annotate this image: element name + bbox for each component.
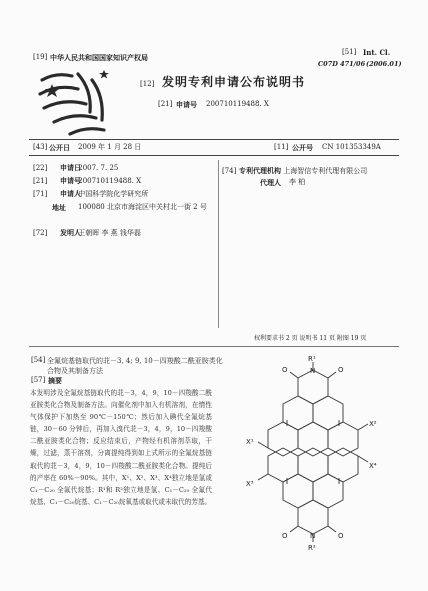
- pub-date: 2009 年 1 月 28 日: [78, 143, 142, 151]
- header-app-code: [21]: [158, 100, 173, 108]
- header-app-number: 200710119488. X: [206, 100, 269, 108]
- agency: 上海智信专利代理有限公司: [283, 167, 368, 175]
- filing-date-field: [22] 申请日 2007. 7. 25: [33, 163, 119, 172]
- abstract-code: [57]: [31, 376, 46, 384]
- pub-number: CN 101353349A: [322, 143, 381, 151]
- application-number-field: [21] 申请号 200710119488. X: [33, 176, 142, 185]
- abstract-body: 本发明涉及全氟烷基链取代的苝－3，4，9，10－四羧酸二酰亚胺类化合物及制备方法。向催化剂中加入有机溶剂，在惰性气体保护下加热至 90℃－150℃；然后加入碘代全氟烷基链，30－60 分钟后，再加入溴代苝－3，4，9，10－四羧酸二酰亚胺类化合物；反应结束后，产物经有机溶剂萃取，干燥，过滤，蒸干溶剂，分离提纯得到如上式所示的全氟烷基链取代的苝－3，4，9，10－四羧酸二酰亚胺类化合物。提纯后的产率在 60%－90%。其中，X¹、X²、X³、X⁴独立地是氢或 C₁－C₂₀ 全氟代烷基；R¹和 R²独立地是氢、C₁－C₂₀ 全氟代烷基、C₁－C₂₀烷基、C₁－C₂₀烷氧基或取代或未取代的芳基。: [30, 389, 212, 506]
- inventors: 王朝晖 李 燕 钱华磊: [78, 229, 141, 237]
- intl-class-date: (2006.01): [366, 60, 402, 68]
- structure-x2-label: X²: [369, 420, 377, 428]
- office-code: [19]: [33, 53, 48, 61]
- structure-n-bottom: N: [310, 532, 316, 540]
- pub-date-label: 公开日: [49, 143, 70, 152]
- intl-class-code: [51]: [342, 48, 357, 56]
- address: 100080 北京市海淀区中关村北一街 2 号: [78, 203, 207, 211]
- applicant-field: [71] 申请人 中国科学院化学研究所: [33, 189, 149, 198]
- structure-o2: O: [338, 366, 344, 374]
- filing-date: 2007. 7. 25: [78, 164, 119, 172]
- pub-type-title: 发明专利申请公布说明书: [162, 75, 306, 89]
- address-label: 地址: [52, 203, 66, 212]
- pub-date-code: [43]: [33, 143, 48, 151]
- header-app-label: 申请号: [176, 100, 197, 109]
- pub-number-label: 公开号: [292, 143, 313, 152]
- structure-o4: O: [338, 532, 344, 540]
- intl-class-label: Int. Cl.: [363, 48, 391, 57]
- agent-label: 代理人: [260, 178, 281, 187]
- inventors-field: [72] 发明人 王朝晖 李 燕 钱华磊: [33, 228, 141, 237]
- abstract-label: 摘要: [48, 376, 62, 385]
- mid-rule: [29, 155, 399, 156]
- cnipa-emblem-icon: [34, 60, 124, 142]
- title-code: [54]: [31, 356, 46, 364]
- structure-x1-label: X¹: [246, 438, 254, 446]
- lower-rule: [29, 346, 399, 347]
- pub-number-code: [11]: [274, 143, 289, 151]
- structure-r2-label: R²: [308, 544, 316, 552]
- pub-type-code: [12]: [140, 80, 155, 88]
- page-counts: 权利要求书 2 页 说明书 11 页 附图 19 页: [254, 335, 367, 342]
- top-rule: [29, 139, 399, 140]
- agent: 李 柏: [289, 178, 306, 186]
- structure-r1-label: R¹: [308, 356, 316, 363]
- structure-o3: O: [282, 532, 288, 540]
- structure-o1: O: [282, 366, 288, 374]
- structure-x4-label: X⁴: [369, 462, 377, 470]
- application-number: 200710119488. X: [78, 177, 142, 185]
- office-name: 中华人民共和国国家知识产权局: [50, 53, 148, 62]
- applicant: 中国科学院化学研究所: [78, 190, 149, 198]
- chemical-structure-figure: [238, 356, 388, 566]
- intl-class-value: C07D 471/06: [318, 60, 366, 68]
- invention-title: 全氟烷基链取代的苝－3, 4; 9, 10－四羧酸二酰亚胺类化合物及其制备方法: [47, 357, 223, 375]
- structure-x3-label: X³: [246, 480, 254, 488]
- column-divider: [218, 160, 219, 328]
- structure-n-top: N: [310, 367, 316, 375]
- agency-field: [74] 专利代理机构 上海智信专利代理有限公司: [222, 166, 368, 175]
